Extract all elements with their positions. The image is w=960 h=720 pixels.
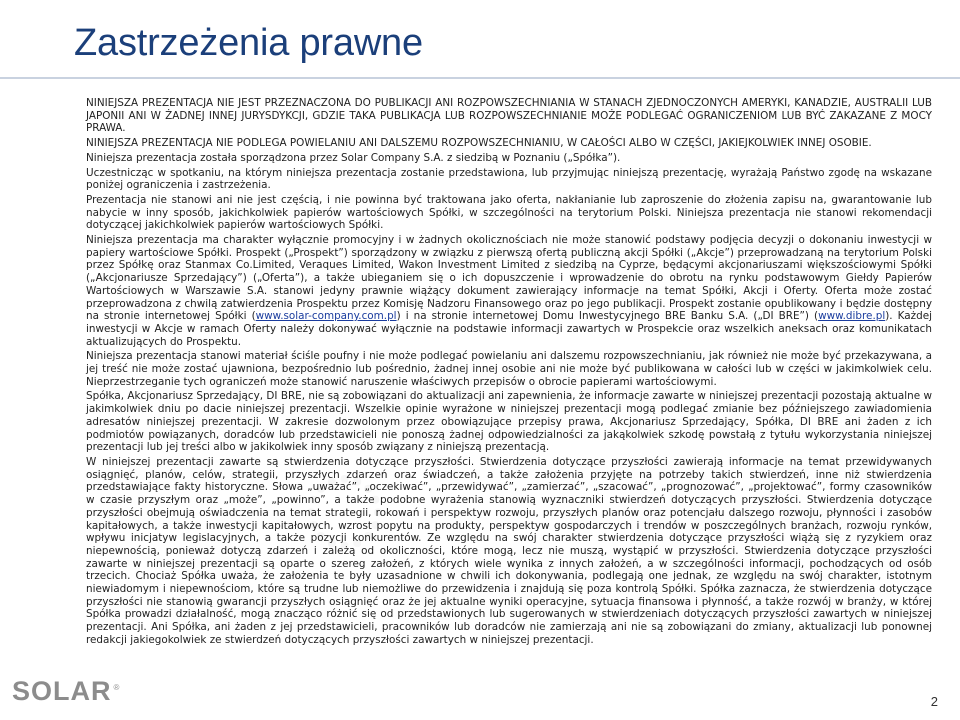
registered-mark: ® xyxy=(113,683,121,692)
legal-disclaimer-body xyxy=(86,97,932,649)
paragraph-prepared-by: Niniejsza prezentacja została sporządzona przez Solar Company S.A. z siedzibą w Poznaniu („Spółka”). xyxy=(86,151,621,164)
solar-logo xyxy=(12,676,120,707)
paragraph-forward-looking: W niniejszej prezentacji zawarte są stwierdzenia dotyczące przyszłości. Stwierdzenia dotyczące przyszłości zawierają informacje na temat przewidywanych osiągnięć, planów, celów, strategii, przyszłych zdarzeń oraz świadczeń, a także założenia przyjęte na potrzeby takich stwierdzeń, inne niż stwierdzenia przedstawiające fakty historyczne. Słowa „uważać”, „oczekiwać”, „przewidywać”, „zamierzać”, „szacować”, „prognozować”, „projektować”, formy czasowników w czasie przyszłym oraz „może”, „powinno”, a także podobne wyrażenia stanowią wyznaczniki stwierdzeń dotyczących przyszłości. Stwierdzenia dotyczące przyszłości obejmują oświadczenia na temat strategii, rokowań i perspektyw rozwoju, przyszłych planów oraz potencjału dalszego rozwoju, płynności i zasobów kapitałowych, a także inwestycji kapitałowych, wzrost popytu na produkty, perspektyw gospodarczych i trendów w poszczególnych branżach, rozwoju rynków, wpływu inicjatyw legislacyjnych, a także pozycji konkurentów. Ze względu na swój charakter stwierdzenia dotyczące przyszłości wiążą się z ryzykiem oraz niepewnością, ponieważ dotyczą zdarzeń i zależą od okoliczności, które mogą, lecz nie muszą, wystąpić w przyszłości. Stwierdzenia dotyczące przyszłości zawarte w niniejszej prezentacji są oparte o szereg założeń, z których wiele wynika z innych założeń, a w szczególności informacji, pochodzących od osób trzecich. Chociaż Spółka uważa, że założenia te były uzasadnione w chwili ich dokonywania, podlegają one jednak, ze względu na swój charakter, istotnym niewiadomym i niepewnościom, które są trudne lub niemożliwe do przewidzenia i znajdują się poza kontrolą Spółki. Spółka zaznacza, że stwierdzenia dotyczące przyszłości nie stanowią gwarancji przyszłych osiągnięć oraz że jej aktualne wyniki operacyjne, sytuacja finansowa i płynność, a także rozwój w branży, w której Spółka prowadzi działalność, mogą znacząco różnić się od przedstawionych lub sugerowanych w stwierdzeniach dotyczących przyszłości zawartych w niniejszej prezentacji. Ani Spółka, ani żaden z jej przedstawicieli, pracowników lub doradców nie zamierzają ani nie są zobowiązani do zmiany, aktualizacji lub ponownej redakcji jakiegokolwiek ze stwierdzeń dotyczących przyszłości zawartych w niniejszej prezentacji. xyxy=(86,455,932,646)
page-title: Zastrzeżenia prawne xyxy=(74,22,423,64)
logo-text: SOLAR xyxy=(12,676,112,706)
prospectus-text-before: Niniejsza prezentacja ma charakter wyłącznie promocyjny i w żadnych okolicznościach nie może stanowić podstawy podjęcia decyzji o dokonaniu inwestycji w papiery wartościowe Spółki. Prospekt („Prospekt”) sporządzony w związku z pierwszą ofertą publiczną akcji Spółki („Akcje”) przeprowadzaną na terytorium Polski przez Spółkę oraz Stanmax Co.Limited, Veraques Limited, Wakon Investment Limited z siedzibą na Cyprze, będącymi akcjonariuszami większościowymi Spółki („Akcjonariusze Sprzedający”) („Oferta”), a także ubieganiem się o ich dopuszczenie i wprowadzenie do obrotu na rynku podstawowym Giełdy Papierów Wartościowych w Warszawie S.A. stanowi jedyny prawnie wiążący dokument zawierający informacje na temat Spółki, Akcji i Oferty. Oferta może zostać przeprowadzona z chwilą zatwierdzenia Prospektu przez Komisję Nadzoru Finansowego oraz po jego publikacji. Prospekt zostanie opublikowany i będzie dostępny na stronie internetowej Spółki ( xyxy=(86,234,932,323)
paragraph-no-update-obligation: Spółka, Akcjonariusz Sprzedający, DI BRE, nie są zobowiązani do aktualizacji ani zapewnienia, że informacje zawarte w niniejszej prezentacji pozostają aktualne w jakimkolwiek dniu po dacie niniejszej prezentacji. Wszelkie opinie wyrażone w niniejszej prezentacji mogą podlegać zmianie bez późniejszego zawiadomienia adresatów niniejszej prezentacji. W zakresie dozwolonym przez obowiązujące przepisy prawa, Akcjonariusz Sprzedający, Spółka, DI BRE ani żaden z ich podmiotów powiązanych, doradców lub przedstawicieli nie ponoszą żadnej odpowiedzialności za jakąkolwiek szkodę powstałą z tytułu wykorzystania niniejszej prezentacji lub jej treści albo w jakikolwiek inny sposób związany z niniejszą prezentacją. xyxy=(86,390,932,454)
paragraph-confidential: Niniejsza prezentacja stanowi materiał ściśle poufny i nie może podlegać powielaniu ani dalszemu rozpowszechnianiu, jak również nie może być przekazywana, a jej treść nie może zostać ujawniona, bezpośrednio lub pośrednio, żadnej innej osobie ani nie może być publikowana w całości lub w części w jakimkolwiek celu. Nieprzestrzeganie tych ograniczeń może stanowić naruszenie właściwych przepisów o obrocie papierami wartościowymi. xyxy=(86,350,932,388)
solar-company-link[interactable]: www.solar-company.com.pl xyxy=(255,310,397,323)
prospectus-text-middle: ) i na stronie internetowej Domu Inwestycyjnego BRE Banku S.A. („DI BRE”) ( xyxy=(396,310,819,323)
paragraph-not-an-offer: Prezentacja nie stanowi ani nie jest częścią, i nie powinna być traktowana jako oferta, nakłanianie lub zaproszenie do złożenia zapisu na, gwarantowanie lub nabycie w inny sposób, jakichkolwiek papierów wartościowych Spółki, w szczególności na terytorium Polski. Niniejsza prezentacja nie stanowi rekomendacji dotyczącej jakichkolwiek papierów wartościowych Spółki. xyxy=(86,193,932,232)
prospectus-text-after: ). Każdej inwestycji w Akcje w ramach Oferty należy dokonywać wyłącznie na podstawie informacji zawartych w Prospekcie oraz wszelkich aneksach oraz komunikatach aktualizujących do Prospektu. xyxy=(86,310,932,348)
background-watermark: ◌ xyxy=(300,423,420,589)
paragraph-no-reproduction: NINIEJSZA PREZENTACJA NIE PODLEGA POWIELANIU ANI DALSZEMU ROZPOWSZECHNIANIU, W CAŁOŚCI ALBO W CZĘŚCI, JAKIEJKOLWIEK INNEJ OSOBIE. xyxy=(86,137,872,150)
paragraph-prospectus xyxy=(86,234,932,348)
page-number: 2 xyxy=(930,694,938,709)
dibre-link[interactable]: www.dibre.pl xyxy=(818,310,886,323)
title-divider xyxy=(0,77,960,79)
paragraph-distribution-restriction: NINIEJSZA PREZENTACJA NIE JEST PRZEZNACZONA DO PUBLIKACJI ANI ROZPOWSZECHNIANIA W STANACH ZJEDNOCZONYCH AMERYKI, KANADZIE, AUSTRALII LUB JAPONII ANI W ŻADNEJ INNEJ JURYSDYKCJI, GDZIE TAKA PUBLIKACJA LUB ROZPOWSZECHNIANIE MOŻE PODLEGAĆ OGRANICZENIOM LUB BYĆ ZAKAZANE Z MOCY PRAWA. xyxy=(86,97,932,135)
paragraph-consent: Uczestnicząc w spotkaniu, na którym niniejsza prezentacja zostanie przedstawiona, lub przyjmując niniejszą prezentację, wyrażają Państwo zgodę na wskazane poniżej ograniczenia i zastrzeżenia. xyxy=(86,166,932,192)
